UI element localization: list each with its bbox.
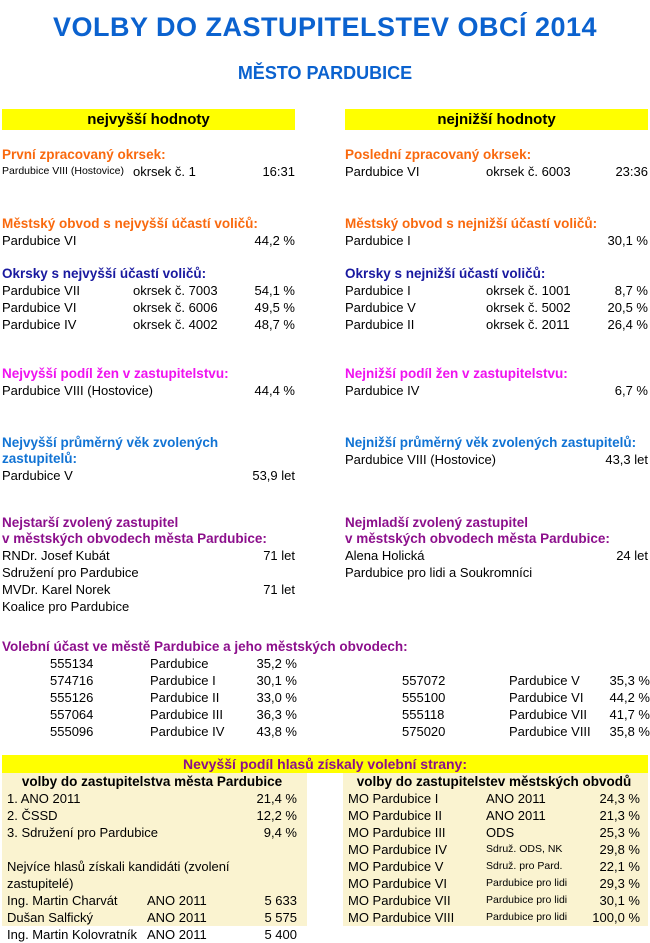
table-row <box>2 655 648 672</box>
district-name: Pardubice I <box>345 283 411 298</box>
percent-value: 49,5 % <box>254 300 295 315</box>
votes-value: 5 575 <box>264 910 297 925</box>
heading-highest-district-turnout: Městský obvod s nejvyšší účastí voličů: <box>2 216 258 231</box>
table-row <box>2 564 295 581</box>
panel-district-heading: volby do zastupitelstev městských obvodů <box>356 774 632 789</box>
candidate-name: Ing. Martin Kolovratník <box>7 927 138 942</box>
district-name: Pardubice VII <box>509 707 588 722</box>
district-code: 555096 <box>50 724 94 739</box>
district-name: Pardubice VI <box>2 300 77 315</box>
percent-value: 29,3 % <box>599 876 640 891</box>
heading-lowest-avg-age: Nejnižší průměrný věk zvolených zastupitelů: <box>345 435 637 450</box>
person-name: MVDr. Karel Norek <box>2 582 111 597</box>
age-value: 71 let <box>263 548 295 563</box>
table-row <box>348 875 640 892</box>
precinct-number: okrsek č. 6006 <box>133 300 218 315</box>
party-name: Pardubice pro lidi <box>486 877 568 889</box>
table-row <box>348 790 640 807</box>
party-name: ANO 2011 <box>147 910 207 925</box>
heading-youngest-line1: Nejmladší zvolený zastupitel <box>345 515 529 530</box>
age-value: 53,9 let <box>252 468 295 483</box>
column-banners <box>2 109 648 130</box>
table-row <box>2 689 648 706</box>
heading-highest-avg-age: Nejvyšší průměrný věk zvolených zastupitelů: <box>2 435 219 466</box>
table-row <box>345 282 648 299</box>
district-name: Pardubice VIII <box>509 724 591 739</box>
district-name: MO Pardubice IV <box>348 842 447 857</box>
table-row <box>2 316 295 333</box>
party-name: ANO 2011 <box>486 791 546 806</box>
district-name: Pardubice III <box>150 707 223 722</box>
age-value <box>239 564 295 581</box>
percent-value: 25,3 % <box>599 825 640 840</box>
percent-value: 20,5 % <box>607 300 648 315</box>
heading-oldest-line2: v městských obvodech města Pardubice: <box>2 531 267 546</box>
party-name: Pardubice pro lidi <box>486 911 568 923</box>
age-value: 43,3 let <box>605 452 648 467</box>
percent-value: 22,1 % <box>599 859 640 874</box>
percent-value: 35,8 % <box>609 724 650 739</box>
district-name: Pardubice VI <box>2 233 77 248</box>
party-name: ANO 2011 <box>147 893 207 908</box>
party-name: Sdruž. ODS, NK <box>486 843 563 855</box>
table-row <box>348 892 640 909</box>
heading-highest-precinct-turnout: Okrsky s nejvyšší účastí voličů: <box>2 266 207 281</box>
table-row <box>2 672 648 689</box>
heading-lowest-district-turnout: Městský obvod s nejnižší účastí voličů: <box>345 216 598 231</box>
district-name: Pardubice VIII (Hostovice) <box>2 383 154 398</box>
district-name: MO Pardubice III <box>348 825 446 840</box>
table-row <box>345 163 648 180</box>
percent-value: 30,1 % <box>599 893 640 908</box>
table-row <box>345 451 648 468</box>
party-name: Sdruž. pro Pard. <box>486 860 563 872</box>
percent-value: 43,8 % <box>256 724 297 739</box>
table-row <box>348 909 640 926</box>
age-value <box>239 598 295 615</box>
district-name: Pardubice IV <box>150 724 225 739</box>
district-code: 557072 <box>402 673 446 688</box>
spacer-row <box>7 841 297 858</box>
district-name: Pardubice VI <box>509 690 584 705</box>
table-row <box>345 564 648 581</box>
table-row <box>345 316 648 333</box>
table-row <box>2 282 295 299</box>
district-name: Pardubice II <box>150 690 220 705</box>
table-row <box>7 824 297 841</box>
table-row <box>2 598 295 615</box>
district-name: Pardubice VII <box>2 283 81 298</box>
party-name: Sdružení pro Pardubice <box>2 565 139 580</box>
table-row <box>7 909 297 926</box>
table-row <box>348 824 640 841</box>
time-value: 23:36 <box>615 164 648 179</box>
table-row <box>7 790 297 807</box>
candidate-name: Dušan Salfický <box>7 910 93 925</box>
district-name: Pardubice VIII (Hostovice) <box>2 165 124 177</box>
votes-value: 5 400 <box>264 927 297 942</box>
section-women-share <box>0 366 650 399</box>
district-code: 555126 <box>50 690 94 705</box>
district-code: 575020 <box>402 724 446 739</box>
heading-highest-women-share: Nejvyšší podíl žen v zastupitelstvu: <box>2 366 229 381</box>
district-name: Pardubice IV <box>345 383 420 398</box>
district-name: Pardubice VI <box>345 164 420 179</box>
precinct-number: okrsek č. 2011 <box>486 317 570 332</box>
precinct-number: okrsek č. 7003 <box>133 283 218 298</box>
panel-district-elections <box>343 773 648 926</box>
district-code: 557064 <box>50 707 94 722</box>
district-name: MO Pardubice VIII <box>348 910 455 925</box>
percent-value: 9,4 % <box>263 825 297 840</box>
banner-winning-parties: Nevyšší podíl hlasů získaly volební strany: <box>2 755 648 773</box>
age-value: 24 let <box>616 548 648 563</box>
percent-value: 29,8 % <box>599 842 640 857</box>
district-name: MO Pardubice VII <box>348 893 451 908</box>
candidate-name: Ing. Martin Charvát <box>7 893 118 908</box>
district-code: 555118 <box>402 707 445 722</box>
percent-value: 24,3 % <box>599 791 640 806</box>
party-name: 2. ČSSD <box>7 808 58 823</box>
party-name: 1. ANO 2011 <box>7 791 81 806</box>
precinct-number: okrsek č. 1 <box>133 164 196 179</box>
section-turnout-table <box>0 639 650 740</box>
section-average-age <box>0 435 650 484</box>
heading-first-precinct: První zpracovaný okrsek: <box>2 147 166 162</box>
precinct-number: okrsek č. 1001 <box>486 283 571 298</box>
district-name: Pardubice I <box>345 233 411 248</box>
table-row <box>348 807 640 824</box>
table-row <box>2 706 648 723</box>
banner-lowest-values: nejnižší hodnoty <box>345 109 648 130</box>
district-name: MO Pardubice V <box>348 859 444 874</box>
heading-turnout-table: Volební účast ve městě Pardubice a jeho městských obvodech: <box>2 639 408 654</box>
party-name: Koalice pro Pardubice <box>2 599 130 614</box>
table-row <box>2 723 648 740</box>
percent-value: 54,1 % <box>254 283 295 298</box>
section-precinct-turnout <box>0 266 650 333</box>
precinct-number: okrsek č. 6003 <box>486 164 571 179</box>
district-code: 555100 <box>402 690 446 705</box>
heading-lowest-precinct-turnout: Okrsky s nejnižší účastí voličů: <box>345 266 546 281</box>
percent-value: 44,2 % <box>609 690 650 705</box>
percent-value: 8,7 % <box>614 283 648 298</box>
percent-value: 30,1 % <box>256 673 297 688</box>
table-row <box>2 382 295 399</box>
party-name: 3. Sdružení pro Pardubice <box>7 825 159 840</box>
heading-last-precinct: Poslední zpracovaný okrsek: <box>345 147 532 162</box>
party-name: ANO 2011 <box>147 927 207 942</box>
district-code: 555134 <box>50 656 94 671</box>
table-row <box>7 807 297 824</box>
table-row <box>2 232 295 249</box>
heading-lowest-women-share: Nejnižší podíl žen v zastupitelstvu: <box>345 366 568 381</box>
table-row <box>345 299 648 316</box>
percent-value: 36,3 % <box>256 707 297 722</box>
table-row <box>345 547 648 564</box>
precinct-number: okrsek č. 5002 <box>486 300 571 315</box>
percent-value: 21,4 % <box>256 791 297 806</box>
heading-oldest-line1: Nejstarší zvolený zastupitel <box>2 515 179 530</box>
time-value: 16:31 <box>262 164 295 179</box>
age-value: 71 let <box>263 582 295 597</box>
percent-value: 41,7 % <box>609 707 650 722</box>
age-value <box>592 564 648 581</box>
table-row <box>2 547 295 564</box>
table-row <box>2 467 295 484</box>
district-name: Pardubice VIII (Hostovice) <box>345 452 497 467</box>
percent-value: 44,2 % <box>254 233 295 248</box>
percent-value: 35,2 % <box>256 656 297 671</box>
percent-value: 12,2 % <box>256 808 297 823</box>
district-name: Pardubice IV <box>2 317 77 332</box>
party-name: ANO 2011 <box>486 808 546 823</box>
precinct-number: okrsek č. 4002 <box>133 317 218 332</box>
district-name: Pardubice V <box>2 468 73 483</box>
party-name: ODS <box>486 825 515 840</box>
table-row <box>345 382 648 399</box>
percent-value: 21,3 % <box>599 808 640 823</box>
table-row <box>2 299 295 316</box>
section-district-turnout <box>0 216 650 249</box>
district-code: 574716 <box>50 673 94 688</box>
banner-highest-values: nejvyšší hodnoty <box>2 109 295 130</box>
percent-value: 30,1 % <box>607 233 648 248</box>
percent-value: 48,7 % <box>254 317 295 332</box>
page-subtitle: MĚSTO PARDUBICE <box>237 63 413 83</box>
table-row <box>345 232 648 249</box>
votes-value: 5 633 <box>264 893 297 908</box>
party-name: Pardubice pro lidi a Soukromníci <box>345 565 533 580</box>
district-name: MO Pardubice I <box>348 791 439 806</box>
district-name: MO Pardubice VI <box>348 876 447 891</box>
table-row <box>348 841 640 858</box>
person-name: RNDr. Josef Kubát <box>2 548 110 563</box>
percent-value: 100,0 % <box>592 910 640 925</box>
panel-city-elections <box>2 773 307 942</box>
section-oldest-youngest <box>0 515 650 615</box>
candidates-label: Nejvíce hlasů získali kandidáti (zvolení zastupitelé) <box>7 859 230 891</box>
election-report-page <box>0 12 650 942</box>
district-name: Pardubice V <box>509 673 580 688</box>
table-row <box>7 926 297 943</box>
district-name: Pardubice II <box>345 317 415 332</box>
party-name: Pardubice pro lidi <box>486 894 568 906</box>
table-row <box>7 892 297 909</box>
table-row <box>2 581 295 598</box>
district-name: MO Pardubice II <box>348 808 442 823</box>
percent-value: 6,7 % <box>614 383 648 398</box>
table-row <box>2 163 295 180</box>
page-title: VOLBY DO ZASTUPITELSTEV OBCÍ 2014 <box>52 12 598 42</box>
table-row <box>348 858 640 875</box>
percent-value: 35,3 % <box>609 673 650 688</box>
heading-youngest-line2: v městských obvodech města Pardubice: <box>345 531 610 546</box>
section-processed-precinct <box>0 147 650 180</box>
percent-value: 44,4 % <box>254 383 295 398</box>
district-name: Pardubice I <box>150 673 216 688</box>
section-winning-parties <box>2 773 648 942</box>
percent-value: 33,0 % <box>256 690 297 705</box>
district-name: Pardubice <box>150 656 209 671</box>
person-name: Alena Holická <box>345 548 425 563</box>
percent-value: 26,4 % <box>607 317 648 332</box>
panel-city-heading: volby do zastupitelstva města Pardubice <box>21 774 283 789</box>
district-name: Pardubice V <box>345 300 416 315</box>
